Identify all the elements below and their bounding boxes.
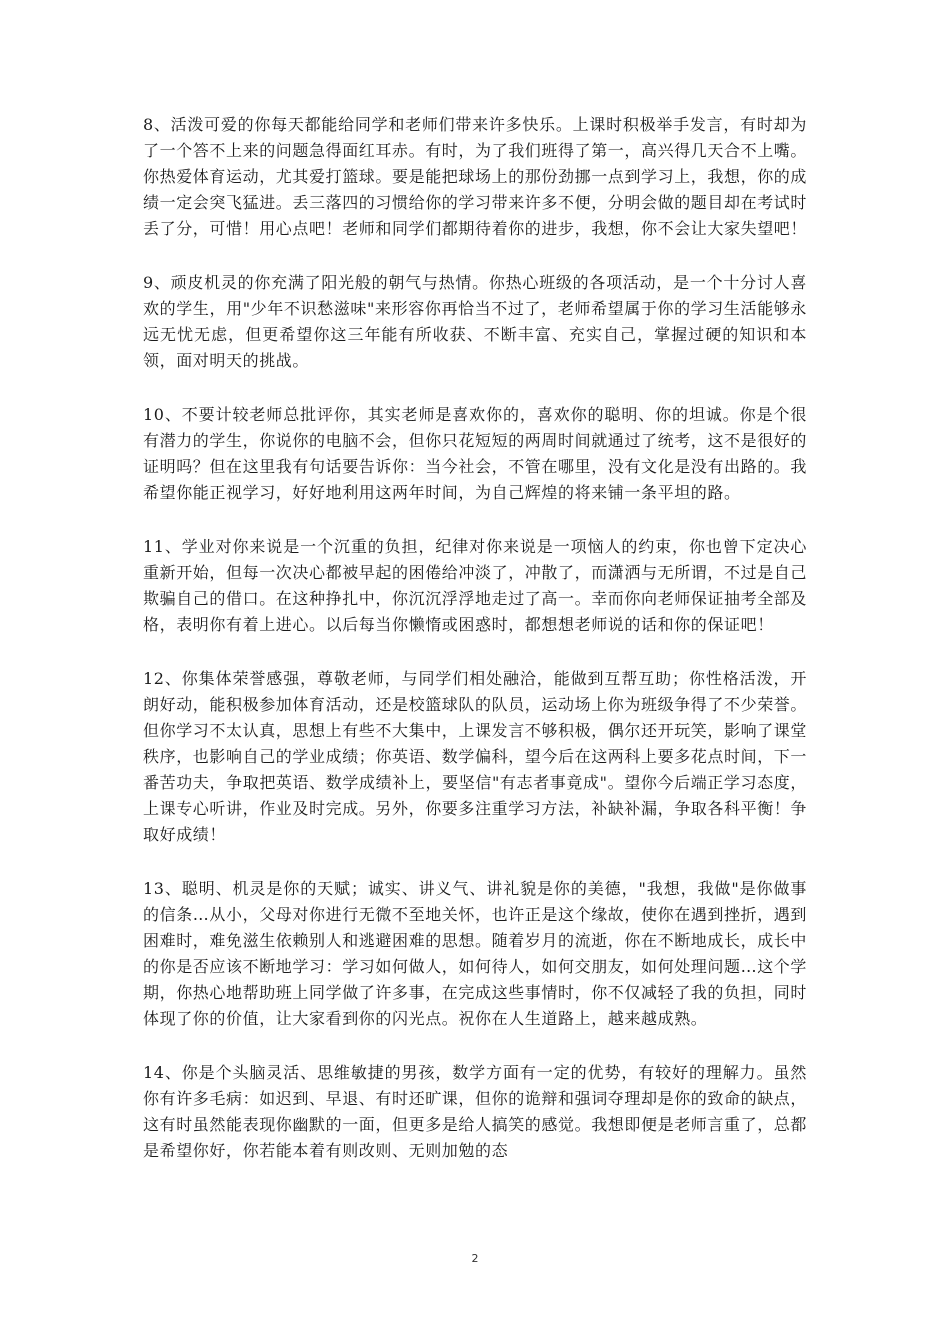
paragraph-14: 14、你是个头脑灵活、思维敏捷的男孩，数学方面有一定的优势，有较好的理解力。虽然你有许多毛病：如迟到、早退、有时还旷课，但你的诡辩和强词夺理却是你的致命的缺点，这有时虽然能表现你幽默的一面，但更多是给人搞笑的感觉。我想即便是老师言重了，总都是希望你好，你若能本着有则改则、无则加勉的态 [143, 1063, 808, 1160]
paragraph-10: 10、不要计较老师总批评你，其实老师是喜欢你的，喜欢你的聪明、你的坦诚。你是个很有潜力的学生，你说你的电脑不会，但你只花短短的两周时间就通过了统考，这不是很好的证明吗？但在这里我有句话要告诉你：当今社会，不管在哪里，没有文化是没有出路的。我希望你能正视学习，好好地利用这两年时间，为自己辉煌的将来铺一条平坦的路。 [143, 405, 808, 502]
document-body [143, 112, 807, 1192]
paragraph-12: 12、你集体荣誉感强，尊敬老师，与同学们相处融洽，能做到互帮互助；你性格活泼，开朗好动，能积极参加体育活动，还是校篮球队的队员，运动场上你为班级争得了不少荣誉。但你学习不太认真，思想上有些不大集中，上课发言不够积极，偶尔还开玩笑，影响了课堂秩序，也影响自己的学业成绩；你英语、数学偏科，望今后在这两科上要多花点时间，下一番苦功夫，争取把英语、数学成绩补上，要坚信"有志者事竟成"。望你今后端正学习态度，上课专心听讲，作业及时完成。另外，你要多注重学习方法，补缺补漏，争取各科平衡！争取好成绩！ [143, 669, 808, 844]
paragraph-13: 13、聪明、机灵是你的天赋；诚实、讲义气、讲礼貌是你的美德，"我想，我做"是你做事的信条…从小，父母对你进行无微不至地关怀，也许正是这个缘故，使你在遇到挫折，遇到困难时，难免滋生依赖别人和逃避困难的思想。随着岁月的流逝，你在不断地成长，成长中的你是否应该不断地学习：学习如何做人，如何待人，如何交朋友，如何处理问题…这个学期，你热心地帮助班上同学做了许多事，在完成这些事情时，你不仅减轻了我的负担，同时体现了你的价值，让大家看到你的闪光点。祝你在人生道路上，越来越成熟。 [143, 879, 808, 1028]
paragraph-9: 9、顽皮机灵的你充满了阳光般的朝气与热情。你热心班级的各项活动，是一个十分讨人喜欢的学生，用"少年不识愁滋味"来形容你再恰当不过了，老师希望属于你的学习生活能够永远无忧无虑，但更希望你这三年能有所收获、不断丰富、充实自己，掌握过硬的知识和本领，面对明天的挑战。 [143, 273, 807, 370]
paragraph-8: 8、活泼可爱的你每天都能给同学和老师们带来许多快乐。上课时积极举手发言，有时却为了一个答不上来的问题急得面红耳赤。有时，为了我们班得了第一，高兴得几天合不上嘴。你热爱体育运动，尤其爱打篮球。要是能把球场上的那份劲挪一点到学习上，我想，你的成绩一定会突飞猛进。丢三落四的习惯给你的学习带来许多不便，分明会做的题目却在考试时丢了分，可惜！用心点吧！老师和同学们都期待着你的进步，我想，你不会让大家失望吧！ [143, 115, 808, 238]
paragraph-11: 11、学业对你来说是一个沉重的负担，纪律对你来说是一项恼人的约束，你也曾下定决心重新开始，但每一次决心都被早起的困倦给冲淡了，冲散了，而潇洒与无所谓，不过是自己欺骗自己的借口。在这种挣扎中，你沉沉浮浮地走过了高一。幸而你向老师保证抽考全部及格，表明你有着上进心。以后每当你懒惰或困惑时，都想想老师说的话和你的保证吧！ [143, 537, 808, 634]
page-number: 2 [471, 1252, 479, 1265]
